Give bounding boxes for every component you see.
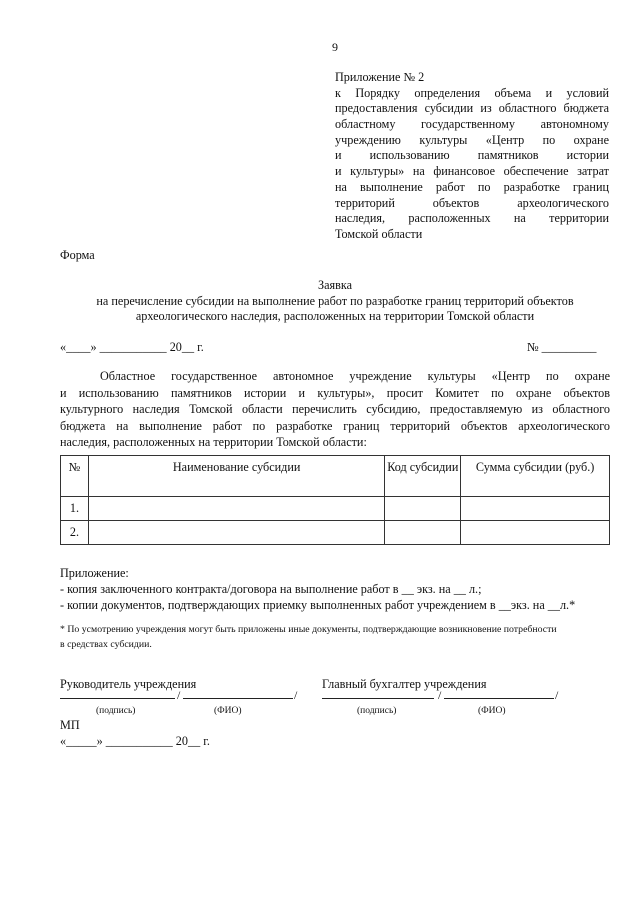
appendix-line: предоставления субсидии из областного бюджета <box>335 101 609 116</box>
title-line: на перечисление субсидии на выполнение работ по разработке границ территорий объектов <box>96 293 574 308</box>
appendix-line: и культуры» на финансовое обеспечение затрат <box>335 164 609 179</box>
attachments-list <box>60 565 575 613</box>
footnote-line: * По усмотрению учреждения могут быть приложены иные документы, подтверждающие возникновение потребности <box>60 624 557 635</box>
head-name-line[interactable] <box>183 688 293 699</box>
header-cell-code: Код субсидии <box>385 456 461 497</box>
appendix-line: на выполнение работ по разработке границ <box>335 179 609 194</box>
head-signature-label: Руководитель учреждения <box>60 677 197 691</box>
appendix-line: Томской области <box>335 226 423 241</box>
name-caption: (ФИО) <box>478 706 506 716</box>
appendix-header <box>335 70 609 243</box>
appendix-line: Приложение № 2 <box>335 70 425 84</box>
title-line: Заявка <box>317 278 353 292</box>
sign-caption: (подпись) <box>96 706 136 716</box>
row-number: 2. <box>61 521 89 545</box>
body-line: культурного наследия Томской области перечислить субсидию, предоставляемую из областного <box>60 402 610 416</box>
name-caption: (ФИО) <box>214 706 242 716</box>
number-field: № _________ <box>527 340 597 354</box>
appendix-line: территорий объектов археологического <box>335 195 609 210</box>
body-line: Областное государственное автономное учреждение культуры «Центр по охране <box>100 369 610 383</box>
footnote-line: в средствах субсидии. <box>60 639 152 650</box>
subsidy-amount-cell[interactable] <box>461 521 610 545</box>
application-title <box>60 278 610 325</box>
attachment-item: - копия заключенного контракта/договора на выполнение работ в __ экз. на __ л.; <box>60 582 482 596</box>
accountant-signature-label: Главный бухгалтер учреждения <box>322 677 487 691</box>
body-line: и использованию памятников истории и культуры», просит Комитет по охране объектов <box>60 385 610 400</box>
title-line: археологического наследия, расположенных на территории Томской области <box>135 309 535 324</box>
accountant-signature-line[interactable] <box>322 688 434 699</box>
header-cell-amount: Сумма субсидии (руб.) <box>461 456 610 497</box>
subsidy-name-cell[interactable] <box>88 497 384 521</box>
footnote <box>60 622 557 652</box>
attachments-title: Приложение: <box>60 566 129 580</box>
table-row <box>61 497 610 521</box>
accountant-name-line[interactable] <box>444 688 554 699</box>
date-field: «____» ___________ 20__ г. <box>60 340 204 354</box>
signature-date-field: «_____» ___________ 20__ г. <box>60 734 210 748</box>
header-cell-number: № <box>61 456 89 497</box>
appendix-line: и использованию памятников истории <box>335 148 609 163</box>
subsidy-name-cell[interactable] <box>88 521 384 545</box>
stamp-label: МП <box>60 718 80 732</box>
appendix-line: областному государственному автономному <box>335 117 609 132</box>
subsidy-amount-cell[interactable] <box>461 497 610 521</box>
table-row <box>61 521 610 545</box>
subsidy-table <box>60 455 610 545</box>
form-label: Форма <box>60 248 95 262</box>
table-header-row <box>61 456 610 497</box>
row-number: 1. <box>61 497 89 521</box>
request-text <box>60 368 610 451</box>
body-line: наследия, расположенных на территории Томской области: <box>60 435 367 449</box>
body-line: бюджета на выполнение работ по разработке границ территорий объектов археологического <box>60 418 610 433</box>
header-cell-name: Наименование субсидии <box>88 456 384 497</box>
page-number: 9 <box>332 40 338 54</box>
sign-caption: (подпись) <box>357 706 397 716</box>
head-signature-line[interactable] <box>60 688 175 699</box>
appendix-line: учреждению культуры «Центр по охране <box>335 132 609 147</box>
subsidy-code-cell[interactable] <box>385 497 461 521</box>
appendix-line: к Порядку определения объема и условий <box>335 85 609 100</box>
appendix-line: наследия, расположенных на территории <box>335 211 609 226</box>
subsidy-code-cell[interactable] <box>385 521 461 545</box>
attachment-item: - копии документов, подтверждающих приемку выполненных работ учреждением в __экз. на __л.* <box>60 598 576 612</box>
